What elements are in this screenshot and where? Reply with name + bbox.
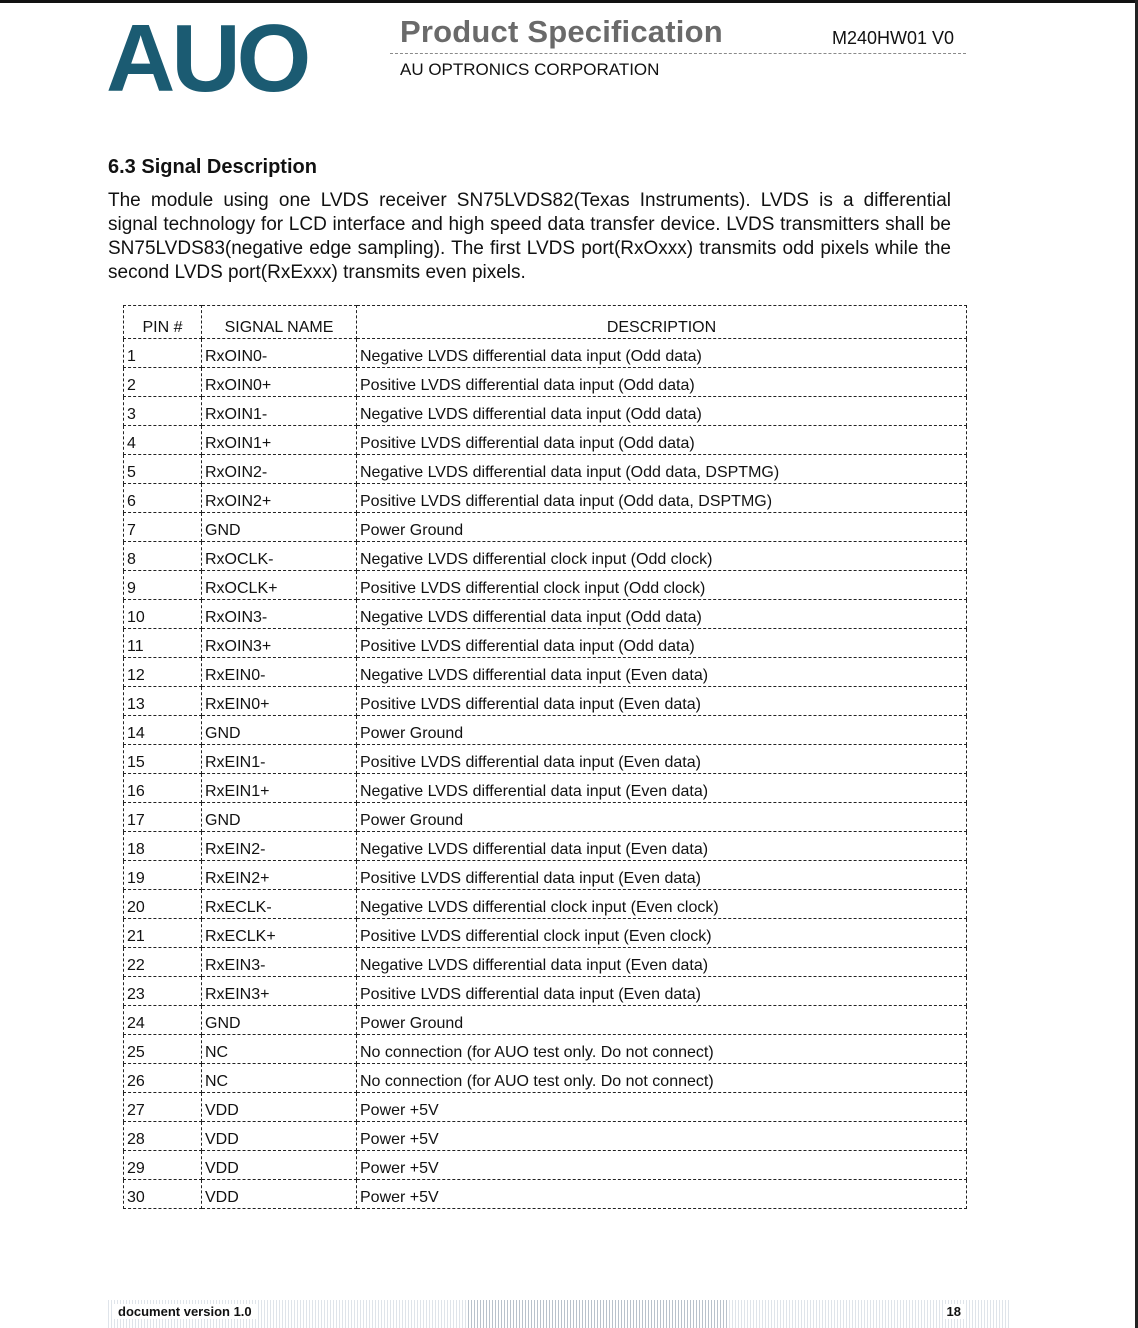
signal-pin-table [123,305,967,1209]
signal-description: Positive LVDS differential data input (Odd data) [357,426,967,455]
signal-name: RxOIN2+ [202,484,357,513]
signal-name: RxOIN0- [202,339,357,368]
page-number: 18 [944,1304,964,1319]
signal-description: Positive LVDS differential data input (Even data) [357,687,967,716]
table-row [124,571,967,600]
signal-name: VDD [202,1180,357,1209]
signal-description: Positive LVDS differential data input (Even data) [357,745,967,774]
signal-description: Power Ground [357,1006,967,1035]
signal-description: Negative LVDS differential data input (Even data) [357,658,967,687]
table-row [124,1180,967,1209]
signal-description: Power Ground [357,513,967,542]
company-name: AU OPTRONICS CORPORATION [400,60,660,79]
signal-name: RxEIN2+ [202,861,357,890]
table-row [124,716,967,745]
pin-number: 20 [124,890,202,919]
signal-description: Power Ground [357,716,967,745]
signal-description: Positive LVDS differential data input (Even data) [357,977,967,1006]
signal-name: RxOIN0+ [202,368,357,397]
pin-number: 26 [124,1064,202,1093]
pin-number: 14 [124,716,202,745]
table-row [124,745,967,774]
table-header-row [124,306,967,339]
table-row [124,484,967,513]
table-row [124,861,967,890]
signal-description: Positive LVDS differential clock input (Even clock) [357,919,967,948]
pin-number: 9 [124,571,202,600]
signal-name: RxEIN3+ [202,977,357,1006]
pin-number: 25 [124,1035,202,1064]
document-version: document version 1.0 [114,1304,256,1319]
signal-description: Power +5V [357,1093,967,1122]
table-row [124,600,967,629]
table-row [124,1122,967,1151]
pin-number: 23 [124,977,202,1006]
signal-description: No connection (for AUO test only. Do not connect) [357,1035,967,1064]
pin-number: 21 [124,919,202,948]
table-row [124,977,967,1006]
signal-description: Negative LVDS differential clock input (Odd clock) [357,542,967,571]
top-border-line [0,0,1138,3]
footer-pattern [468,1300,728,1328]
header-pin: PIN # [124,306,202,339]
signal-name: RxOIN1+ [202,426,357,455]
signal-name: GND [202,1006,357,1035]
document-title: Product Specification [400,14,723,49]
signal-name: RxOIN3- [202,600,357,629]
table-body [124,339,967,1209]
pin-number: 1 [124,339,202,368]
pin-number: 16 [124,774,202,803]
table-row [124,948,967,977]
signal-description: Power +5V [357,1122,967,1151]
pin-number: 11 [124,629,202,658]
pin-number: 6 [124,484,202,513]
signal-name: RxECLK- [202,890,357,919]
header-description: DESCRIPTION [357,306,967,339]
signal-description: Positive LVDS differential data input (Odd data) [357,368,967,397]
signal-name: RxOIN2- [202,455,357,484]
table-row [124,542,967,571]
pin-number: 15 [124,745,202,774]
pin-number: 3 [124,397,202,426]
signal-description: Negative LVDS differential data input (Even data) [357,948,967,977]
table-row [124,1035,967,1064]
pin-number: 8 [124,542,202,571]
table-row [124,890,967,919]
signal-description: Negative LVDS differential data input (Odd data) [357,600,967,629]
pin-number: 10 [124,600,202,629]
table-row [124,803,967,832]
intro-paragraph: The module using one LVDS receiver SN75LVDS82(Texas Instruments). LVDS is a differential signal technology for LCD interface and high speed data transfer device. LVDS transmitters shall be SN75LVDS83(negative edge sampling). The first LVDS port(RxOxxx) transmits odd pixels while the second LVDS port(RxExxx) transmits even pixels. [108,190,951,283]
signal-name: RxECLK+ [202,919,357,948]
signal-name: GND [202,803,357,832]
pin-number: 4 [124,426,202,455]
pin-number: 30 [124,1180,202,1209]
signal-description: Positive LVDS differential data input (Odd data) [357,629,967,658]
signal-name: RxOCLK- [202,542,357,571]
pin-number: 12 [124,658,202,687]
pin-number: 13 [124,687,202,716]
signal-description: Negative LVDS differential data input (Odd data, DSPTMG) [357,455,967,484]
signal-name: RxEIN1- [202,745,357,774]
signal-name: GND [202,513,357,542]
pin-number: 28 [124,1122,202,1151]
page-footer [108,1300,1010,1328]
table-row [124,513,967,542]
pin-number: 17 [124,803,202,832]
table-row [124,687,967,716]
table-row [124,455,967,484]
signal-description: Positive LVDS differential data input (Odd data, DSPTMG) [357,484,967,513]
pin-number: 22 [124,948,202,977]
signal-name: RxOCLK+ [202,571,357,600]
pin-number: 24 [124,1006,202,1035]
signal-name: RxEIN3- [202,948,357,977]
pin-number: 7 [124,513,202,542]
table-row [124,1064,967,1093]
table-row [124,919,967,948]
signal-description: Power +5V [357,1180,967,1209]
pin-number: 27 [124,1093,202,1122]
signal-name: RxEIN2- [202,832,357,861]
pin-number: 29 [124,1151,202,1180]
signal-name: NC [202,1035,357,1064]
table-row [124,1006,967,1035]
pin-number: 18 [124,832,202,861]
signal-name: RxOIN1- [202,397,357,426]
signal-name: RxOIN3+ [202,629,357,658]
signal-description: Power +5V [357,1151,967,1180]
pin-number: 5 [124,455,202,484]
table-row [124,426,967,455]
pin-number: 2 [124,368,202,397]
signal-description: Positive LVDS differential clock input (Odd clock) [357,571,967,600]
model-number: M240HW01 V0 [832,28,955,48]
table-row [124,1093,967,1122]
signal-name: VDD [202,1151,357,1180]
signal-description: No connection (for AUO test only. Do not connect) [357,1064,967,1093]
table-row [124,832,967,861]
table-row [124,1151,967,1180]
signal-description: Negative LVDS differential data input (Even data) [357,832,967,861]
table-row [124,368,967,397]
signal-name: VDD [202,1122,357,1151]
signal-description: Negative LVDS differential clock input (Even clock) [357,890,967,919]
section-title: 6.3 Signal Description [108,156,317,178]
signal-name: RxEIN0+ [202,687,357,716]
signal-description: Power Ground [357,803,967,832]
pin-number: 19 [124,861,202,890]
signal-description: Positive LVDS differential data input (Even data) [357,861,967,890]
table-row [124,629,967,658]
signal-name: VDD [202,1093,357,1122]
header-divider [390,53,966,54]
auo-logo: AUO [106,5,308,112]
signal-description: Negative LVDS differential data input (Odd data) [357,397,967,426]
signal-description: Negative LVDS differential data input (Even data) [357,774,967,803]
table-row [124,658,967,687]
header-signal-name: SIGNAL NAME [202,306,357,339]
signal-name: GND [202,716,357,745]
table-row [124,339,967,368]
signal-name: NC [202,1064,357,1093]
signal-description: Negative LVDS differential data input (Odd data) [357,339,967,368]
table-row [124,774,967,803]
signal-name: RxEIN0- [202,658,357,687]
signal-name: RxEIN1+ [202,774,357,803]
table-row [124,397,967,426]
